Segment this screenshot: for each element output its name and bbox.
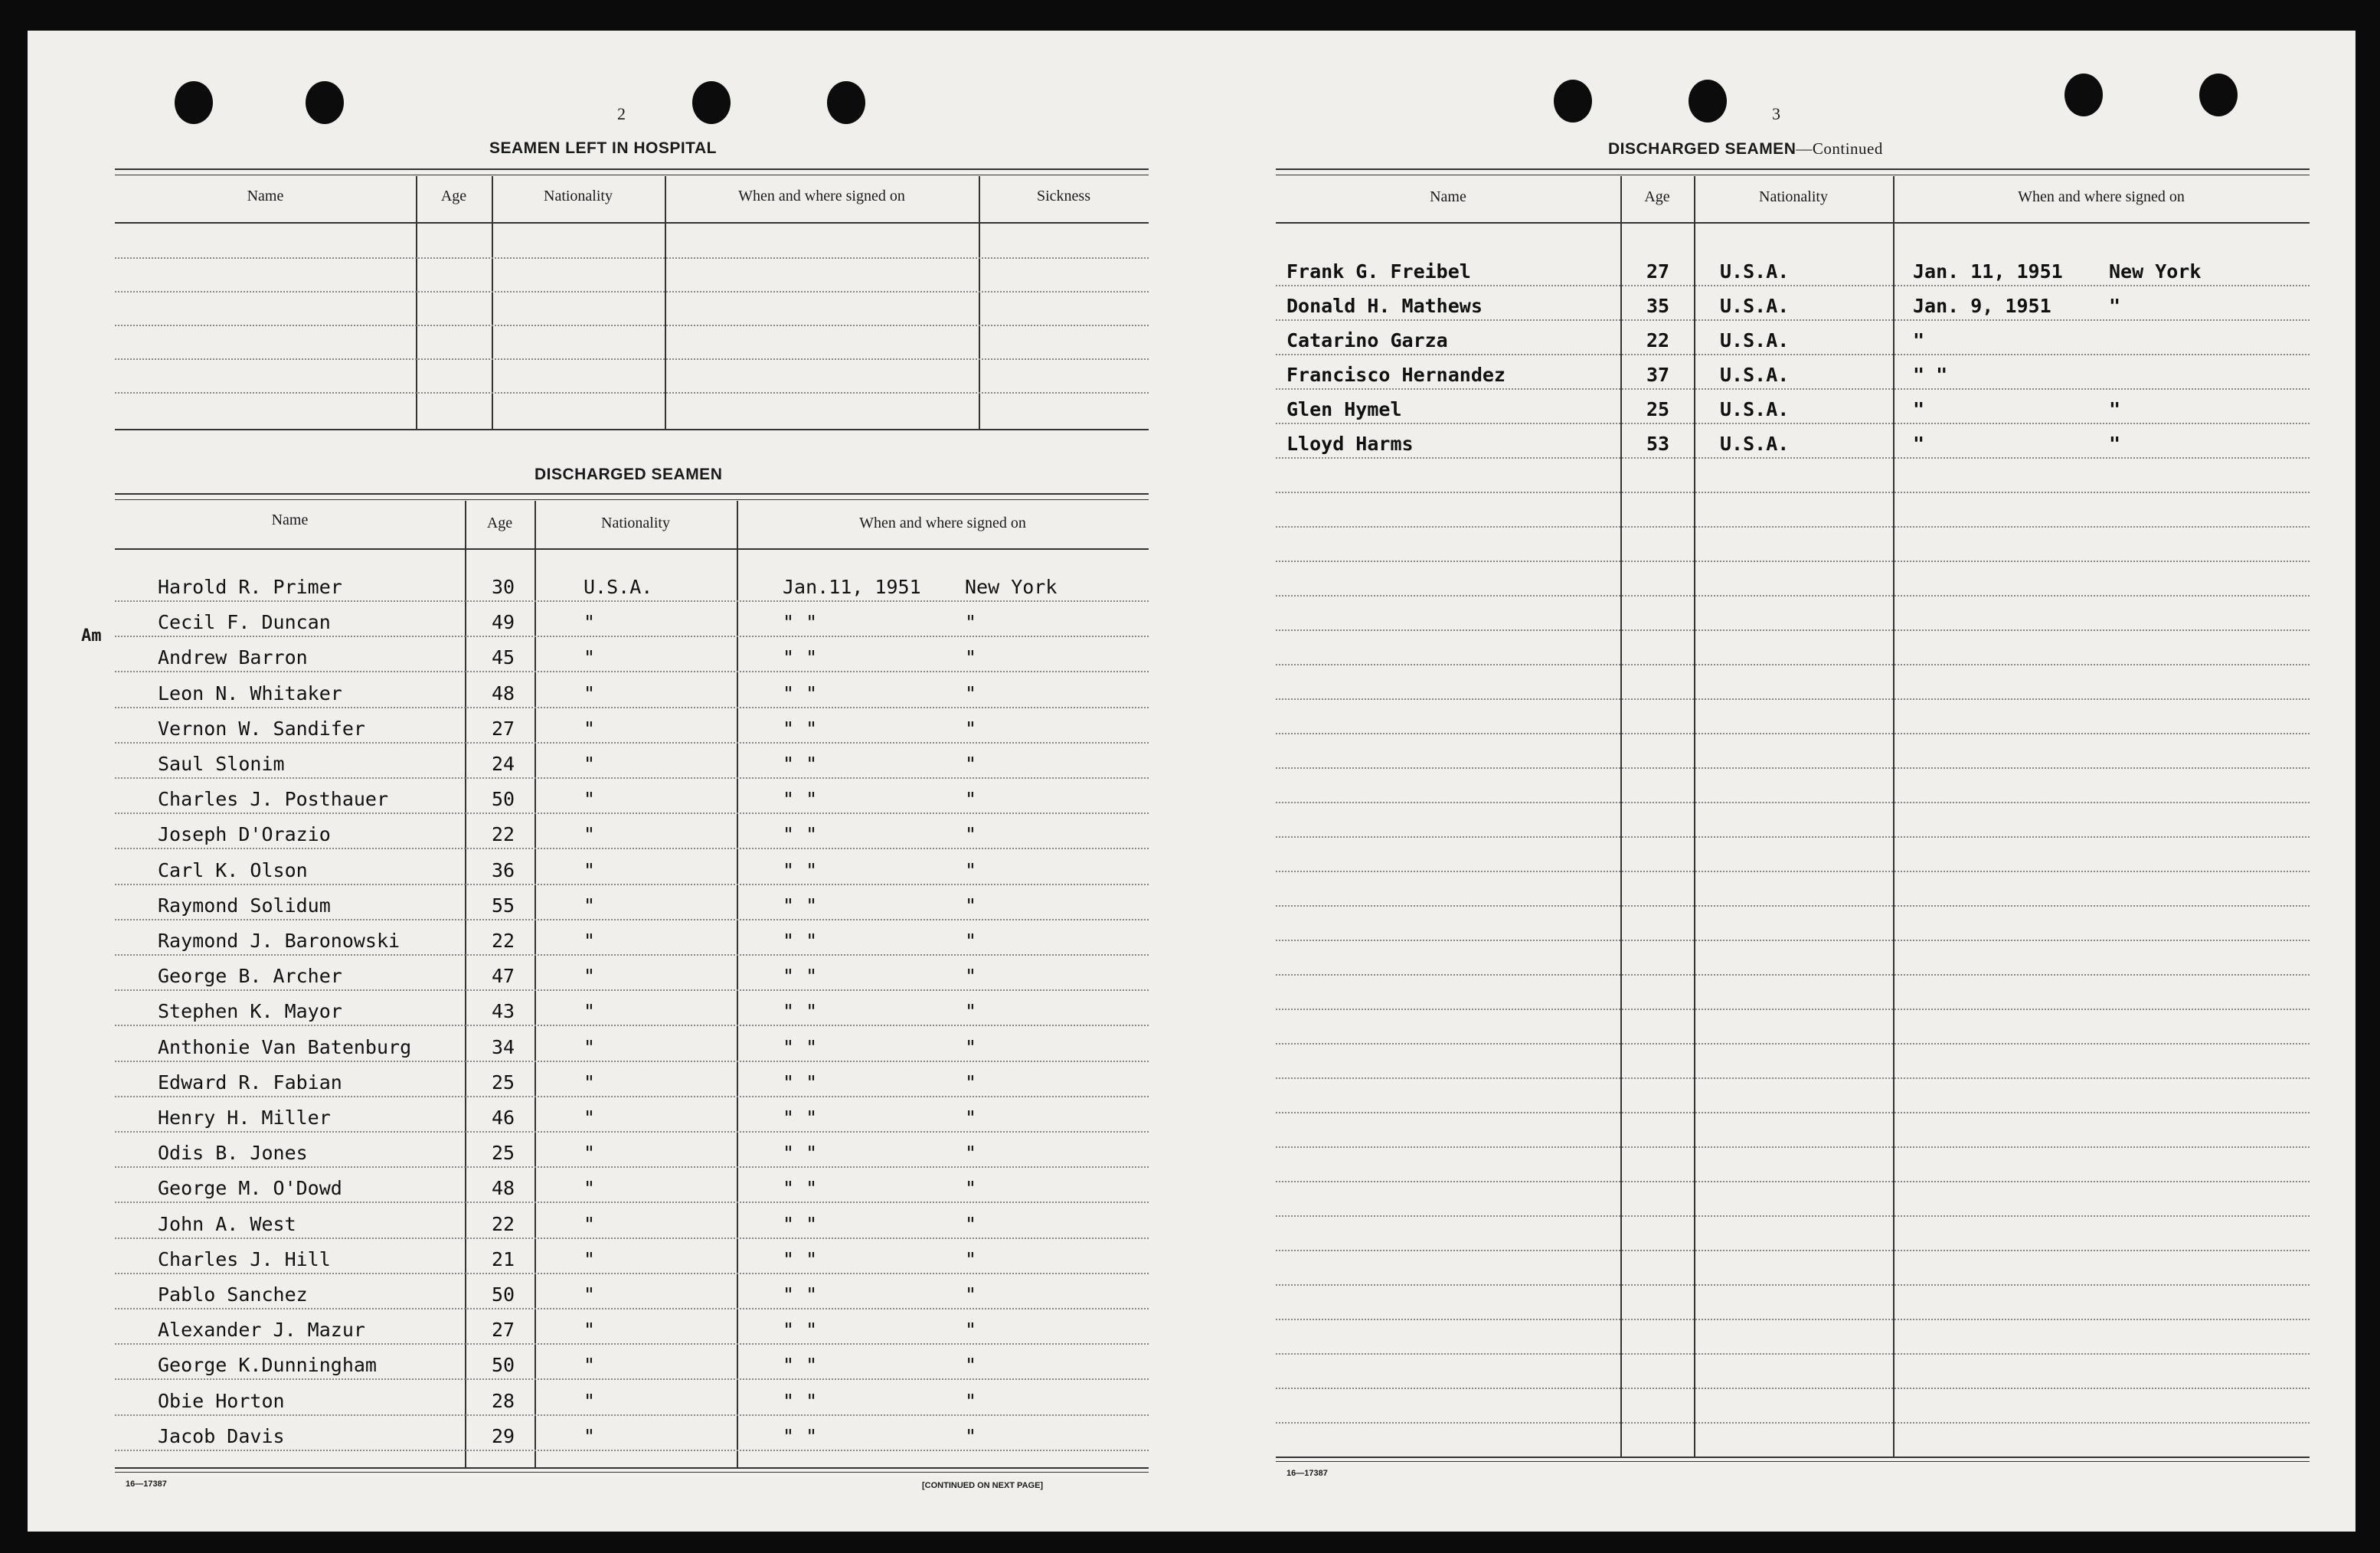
seaman-name: Odis B. Jones bbox=[158, 1142, 308, 1165]
seaman-age: 55 bbox=[492, 894, 515, 917]
seaman-name: Catarino Garza bbox=[1286, 329, 1448, 351]
row-rule bbox=[115, 671, 1149, 672]
seaman-name: George B. Archer bbox=[158, 965, 342, 988]
signed-on-date: " bbox=[1913, 329, 1925, 351]
row-rule bbox=[115, 812, 1149, 814]
row-rule bbox=[115, 1273, 1149, 1274]
seaman-name: Frank G. Freibel bbox=[1286, 260, 1471, 283]
seaman-nationality: " bbox=[584, 1035, 596, 1058]
row-rule bbox=[1276, 354, 2310, 355]
signed-on-place: " bbox=[965, 1212, 977, 1235]
column-header-nationality: Nationality bbox=[601, 515, 670, 531]
column-header-name: Name bbox=[1430, 188, 1466, 205]
row-rule bbox=[115, 1237, 1149, 1239]
seaman-name: Stephen K. Mayor bbox=[158, 1000, 342, 1023]
seaman-age: 50 bbox=[492, 1283, 515, 1306]
row-rule bbox=[1276, 664, 2310, 665]
signed-on-date: Jan. 11, 1951 bbox=[1913, 260, 2063, 283]
row-rule bbox=[1276, 1043, 2310, 1045]
row-rule bbox=[1276, 836, 2310, 838]
page-number-right: 3 bbox=[1772, 104, 1780, 123]
signed-on-place: " bbox=[965, 894, 977, 917]
seaman-age: 37 bbox=[1646, 364, 1670, 386]
signed-on-place: " bbox=[965, 930, 977, 952]
row-rule bbox=[1276, 1422, 2310, 1424]
column-header-age: Age bbox=[1644, 188, 1670, 205]
signed-on-place: " bbox=[965, 1035, 977, 1058]
signed-on-place: " bbox=[965, 1247, 977, 1270]
signed-on-place: New York bbox=[965, 576, 1058, 598]
seaman-name: Alexander J. Mazur bbox=[158, 1319, 365, 1342]
row-rule bbox=[115, 636, 1149, 637]
signed-on-place: " bbox=[2109, 433, 2121, 455]
column-header-nationality: Nationality bbox=[544, 188, 613, 204]
seaman-age: 27 bbox=[492, 1319, 515, 1342]
seaman-nationality: U.S.A. bbox=[584, 576, 653, 598]
seaman-age: 36 bbox=[492, 858, 515, 881]
seaman-name: Donald H. Mathews bbox=[1286, 295, 1483, 317]
punch-hole-icon bbox=[827, 81, 865, 124]
signed-on-place: " bbox=[965, 1283, 977, 1306]
row-rule bbox=[115, 884, 1149, 885]
row-rule bbox=[1276, 595, 2310, 597]
seaman-name: Joseph D'Orazio bbox=[158, 823, 331, 846]
row-rule bbox=[1276, 1181, 2310, 1182]
signed-on-date: Jan. 9, 1951 bbox=[1913, 295, 2051, 317]
seaman-name: Edward R. Fabian bbox=[158, 1071, 342, 1094]
discharged-section-title: DISCHARGED SEAMEN bbox=[535, 466, 723, 483]
row-rule bbox=[1276, 733, 2310, 734]
signed-on-date: " " bbox=[783, 1107, 818, 1129]
seaman-nationality: " bbox=[584, 1354, 596, 1377]
seaman-nationality: " bbox=[584, 1389, 596, 1412]
signed-on-date: " " bbox=[783, 1319, 818, 1342]
seaman-name: Harold R. Primer bbox=[158, 576, 342, 598]
row-rule bbox=[115, 1025, 1149, 1026]
signed-on-date: " " bbox=[783, 1035, 818, 1058]
row-rule bbox=[115, 1414, 1149, 1416]
punch-hole-icon bbox=[1689, 80, 1727, 123]
row-rule bbox=[1276, 940, 2310, 941]
title-continued: —Continued bbox=[1796, 139, 1883, 158]
seaman-name: Charles J. Posthauer bbox=[158, 788, 389, 811]
signed-on-place: " bbox=[965, 611, 977, 634]
signed-on-date: " " bbox=[1913, 364, 1948, 386]
column-header-sickness: Sickness bbox=[1037, 188, 1090, 204]
seaman-age: 43 bbox=[492, 1000, 515, 1023]
signed-on-place: " bbox=[965, 1107, 977, 1129]
row-rule bbox=[1276, 802, 2310, 803]
row-rule bbox=[1276, 1319, 2310, 1320]
signed-on-date: " " bbox=[783, 646, 818, 669]
signed-on-date: " " bbox=[783, 788, 818, 811]
seaman-age: 50 bbox=[492, 1354, 515, 1377]
seaman-age: 48 bbox=[492, 682, 515, 705]
row-rule bbox=[1276, 698, 2310, 700]
row-rule bbox=[1276, 561, 2310, 562]
seaman-age: 30 bbox=[492, 576, 515, 598]
row-rule bbox=[1276, 871, 2310, 872]
signed-on-date: " " bbox=[783, 1247, 818, 1270]
title-main: DISCHARGED SEAMEN bbox=[1608, 140, 1796, 158]
seaman-age: 27 bbox=[1646, 260, 1670, 283]
signed-on-date: " bbox=[1913, 433, 1925, 455]
seaman-age: 22 bbox=[492, 1212, 515, 1235]
seaman-nationality: " bbox=[584, 1283, 596, 1306]
row-rule bbox=[1276, 1284, 2310, 1286]
seaman-age: 28 bbox=[492, 1389, 515, 1412]
signed-on-date: " " bbox=[783, 753, 818, 775]
discharged-continued-title bbox=[1608, 139, 1883, 159]
seaman-age: 45 bbox=[492, 646, 515, 669]
column-header-signed-on: When and where signed on bbox=[859, 515, 1026, 531]
signed-on-place: " bbox=[965, 753, 977, 775]
signed-on-date: " " bbox=[783, 611, 818, 634]
seaman-age: 25 bbox=[492, 1071, 515, 1094]
row-rule bbox=[115, 600, 1149, 602]
signed-on-date: " " bbox=[783, 1071, 818, 1094]
seaman-age: 27 bbox=[492, 717, 515, 740]
row-rule bbox=[115, 1308, 1149, 1309]
punch-hole-icon bbox=[2199, 74, 2238, 116]
row-rule bbox=[115, 777, 1149, 779]
signed-on-place: " bbox=[2109, 398, 2121, 420]
row-rule bbox=[115, 1378, 1149, 1380]
signed-on-date: " " bbox=[783, 1000, 818, 1023]
signed-on-date: " bbox=[1913, 398, 1925, 420]
row-rule bbox=[1276, 423, 2310, 424]
row-rule bbox=[1276, 526, 2310, 528]
form-number-left: 16—17387 bbox=[126, 1479, 167, 1489]
seaman-name: Carl K. Olson bbox=[158, 858, 308, 881]
column-header-age: Age bbox=[486, 515, 513, 531]
signed-on-place: " bbox=[965, 682, 977, 705]
seaman-age: 48 bbox=[492, 1177, 515, 1200]
seaman-nationality: " bbox=[584, 788, 596, 811]
row-rule bbox=[1276, 1388, 2310, 1389]
row-rule bbox=[115, 1096, 1149, 1097]
row-rule bbox=[115, 954, 1149, 956]
signed-on-date: " " bbox=[783, 1177, 818, 1200]
signed-on-date: " " bbox=[783, 1389, 818, 1412]
seaman-nationality: " bbox=[584, 1071, 596, 1094]
seaman-age: 49 bbox=[492, 611, 515, 634]
seaman-name: Charles J. Hill bbox=[158, 1247, 331, 1270]
seaman-age: 25 bbox=[492, 1142, 515, 1165]
seaman-name: Cecil F. Duncan bbox=[158, 611, 331, 634]
row-rule bbox=[1276, 1077, 2310, 1079]
signed-on-date: " " bbox=[783, 894, 818, 917]
seaman-nationality: " bbox=[584, 894, 596, 917]
signed-on-date: " " bbox=[783, 1424, 818, 1447]
column-header-signed-on: When and where signed on bbox=[2018, 188, 2185, 205]
row-rule bbox=[1276, 457, 2310, 459]
signed-on-date: " " bbox=[783, 858, 818, 881]
row-rule bbox=[115, 989, 1149, 991]
seaman-nationality: " bbox=[584, 611, 596, 634]
signed-on-place: " bbox=[965, 965, 977, 988]
signed-on-place: " bbox=[2109, 295, 2121, 317]
seaman-nationality: " bbox=[584, 1319, 596, 1342]
punch-hole-icon bbox=[692, 81, 731, 124]
row-rule bbox=[115, 1450, 1149, 1451]
row-rule bbox=[1276, 629, 2310, 631]
row-rule bbox=[1276, 285, 2310, 286]
seaman-name: Henry H. Miller bbox=[158, 1107, 331, 1129]
seaman-name: Lloyd Harms bbox=[1286, 433, 1414, 455]
seaman-nationality: " bbox=[584, 823, 596, 846]
seaman-nationality: " bbox=[584, 1142, 596, 1165]
row-rule bbox=[1276, 1112, 2310, 1113]
row-rule bbox=[1276, 905, 2310, 907]
signed-on-date: " " bbox=[783, 682, 818, 705]
document-sheet bbox=[28, 31, 2355, 1532]
seaman-name: Obie Horton bbox=[158, 1389, 285, 1412]
seaman-name: Glen Hymel bbox=[1286, 398, 1402, 420]
signed-on-place: " bbox=[965, 1354, 977, 1377]
signed-on-date: Jan.11, 1951 bbox=[783, 576, 921, 598]
row-rule bbox=[1276, 1215, 2310, 1217]
column-header-name: Name bbox=[271, 512, 309, 528]
row-rule bbox=[1276, 974, 2310, 976]
seaman-nationality: U.S.A. bbox=[1720, 329, 1790, 351]
row-rule bbox=[1276, 1009, 2310, 1010]
punch-hole-icon bbox=[175, 81, 213, 124]
seaman-nationality: " bbox=[584, 646, 596, 669]
seaman-age: 35 bbox=[1646, 295, 1670, 317]
seaman-nationality: " bbox=[584, 682, 596, 705]
seaman-name: Andrew Barron bbox=[158, 646, 308, 669]
row-rule bbox=[1276, 767, 2310, 769]
seaman-name: Pablo Sanchez bbox=[158, 1283, 308, 1306]
signed-on-date: " " bbox=[783, 823, 818, 846]
row-rule bbox=[115, 848, 1149, 849]
seaman-nationality: U.S.A. bbox=[1720, 433, 1790, 455]
signed-on-date: " " bbox=[783, 717, 818, 740]
seaman-nationality: " bbox=[584, 717, 596, 740]
row-rule bbox=[1276, 319, 2310, 321]
seaman-nationality: " bbox=[584, 753, 596, 775]
seaman-name: George M. O'Dowd bbox=[158, 1177, 342, 1200]
row-rule bbox=[115, 707, 1149, 708]
seaman-nationality: " bbox=[584, 1212, 596, 1235]
row-rule bbox=[115, 919, 1149, 920]
signed-on-place: " bbox=[965, 1142, 977, 1165]
seaman-age: 22 bbox=[492, 930, 515, 952]
column-header-nationality: Nationality bbox=[1759, 188, 1828, 205]
seaman-age: 24 bbox=[492, 753, 515, 775]
signed-on-place: " bbox=[965, 646, 977, 669]
signed-on-date: " " bbox=[783, 1283, 818, 1306]
row-rule bbox=[115, 1343, 1149, 1345]
punch-hole-icon bbox=[306, 81, 344, 124]
seaman-nationality: U.S.A. bbox=[1720, 398, 1790, 420]
seaman-nationality: " bbox=[584, 1107, 596, 1129]
seaman-nationality: U.S.A. bbox=[1720, 364, 1790, 386]
seaman-nationality: " bbox=[584, 965, 596, 988]
page-number-left: 2 bbox=[617, 104, 626, 123]
seaman-nationality: U.S.A. bbox=[1720, 260, 1790, 283]
margin-annotation: Am bbox=[81, 626, 102, 646]
signed-on-place: " bbox=[965, 1424, 977, 1447]
seaman-name: Raymond Solidum bbox=[158, 894, 331, 917]
row-rule bbox=[115, 742, 1149, 744]
punch-hole-icon bbox=[2065, 74, 2103, 116]
seaman-name: John A. West bbox=[158, 1212, 296, 1235]
signed-on-place: " bbox=[965, 1389, 977, 1412]
seaman-age: 21 bbox=[492, 1247, 515, 1270]
signed-on-date: " " bbox=[783, 965, 818, 988]
seaman-nationality: U.S.A. bbox=[1720, 295, 1790, 317]
seaman-name: Saul Slonim bbox=[158, 753, 285, 775]
signed-on-place: " bbox=[965, 1177, 977, 1200]
seaman-nationality: " bbox=[584, 1000, 596, 1023]
signed-on-place: " bbox=[965, 788, 977, 811]
row-rule bbox=[115, 1131, 1149, 1133]
row-rule bbox=[115, 1202, 1149, 1203]
column-header-name: Name bbox=[247, 188, 284, 204]
seaman-nationality: " bbox=[584, 930, 596, 952]
seaman-age: 25 bbox=[1646, 398, 1670, 420]
form-number-right: 16—17387 bbox=[1286, 1469, 1328, 1478]
seaman-age: 34 bbox=[492, 1035, 515, 1058]
seaman-name: Raymond J. Baronowski bbox=[158, 930, 400, 952]
signed-on-place: " bbox=[965, 1319, 977, 1342]
seaman-age: 50 bbox=[492, 788, 515, 811]
row-rule bbox=[1276, 1146, 2310, 1148]
column-header-signed-on: When and where signed on bbox=[738, 188, 905, 204]
signed-on-place: " bbox=[965, 1000, 977, 1023]
column-header-age: Age bbox=[440, 188, 467, 204]
signed-on-place: " bbox=[965, 1071, 977, 1094]
seaman-age: 22 bbox=[1646, 329, 1670, 351]
signed-on-place: New York bbox=[2109, 260, 2202, 283]
seaman-age: 47 bbox=[492, 965, 515, 988]
row-rule bbox=[1276, 492, 2310, 493]
continued-note: [CONTINUED ON NEXT PAGE] bbox=[922, 1481, 1044, 1490]
seaman-name: Francisco Hernandez bbox=[1286, 364, 1505, 386]
seaman-name: Anthonie Van Batenburg bbox=[158, 1035, 412, 1058]
seaman-nationality: " bbox=[584, 1247, 596, 1270]
seaman-name: Leon N. Whitaker bbox=[158, 682, 342, 705]
signed-on-date: " " bbox=[783, 1142, 818, 1165]
signed-on-place: " bbox=[965, 717, 977, 740]
signed-on-date: " " bbox=[783, 1354, 818, 1377]
signed-on-date: " " bbox=[783, 1212, 818, 1235]
row-rule bbox=[115, 1166, 1149, 1168]
row-rule bbox=[115, 1061, 1149, 1062]
seaman-name: Vernon W. Sandifer bbox=[158, 717, 365, 740]
signed-on-date: " " bbox=[783, 930, 818, 952]
signed-on-place: " bbox=[965, 858, 977, 881]
row-rule bbox=[1276, 388, 2310, 390]
signed-on-place: " bbox=[965, 823, 977, 846]
punch-hole-icon bbox=[1554, 80, 1592, 123]
seaman-nationality: " bbox=[584, 858, 596, 881]
seaman-name: George K.Dunningham bbox=[158, 1354, 377, 1377]
seaman-name: Jacob Davis bbox=[158, 1424, 285, 1447]
seaman-age: 53 bbox=[1646, 433, 1670, 455]
seaman-age: 46 bbox=[492, 1107, 515, 1129]
seaman-age: 29 bbox=[492, 1424, 515, 1447]
hospital-section-title: SEAMEN LEFT IN HOSPITAL bbox=[489, 139, 717, 157]
row-rule bbox=[1276, 1353, 2310, 1355]
seaman-nationality: " bbox=[584, 1177, 596, 1200]
seaman-nationality: " bbox=[584, 1424, 596, 1447]
seaman-age: 22 bbox=[492, 823, 515, 846]
row-rule bbox=[1276, 1250, 2310, 1251]
